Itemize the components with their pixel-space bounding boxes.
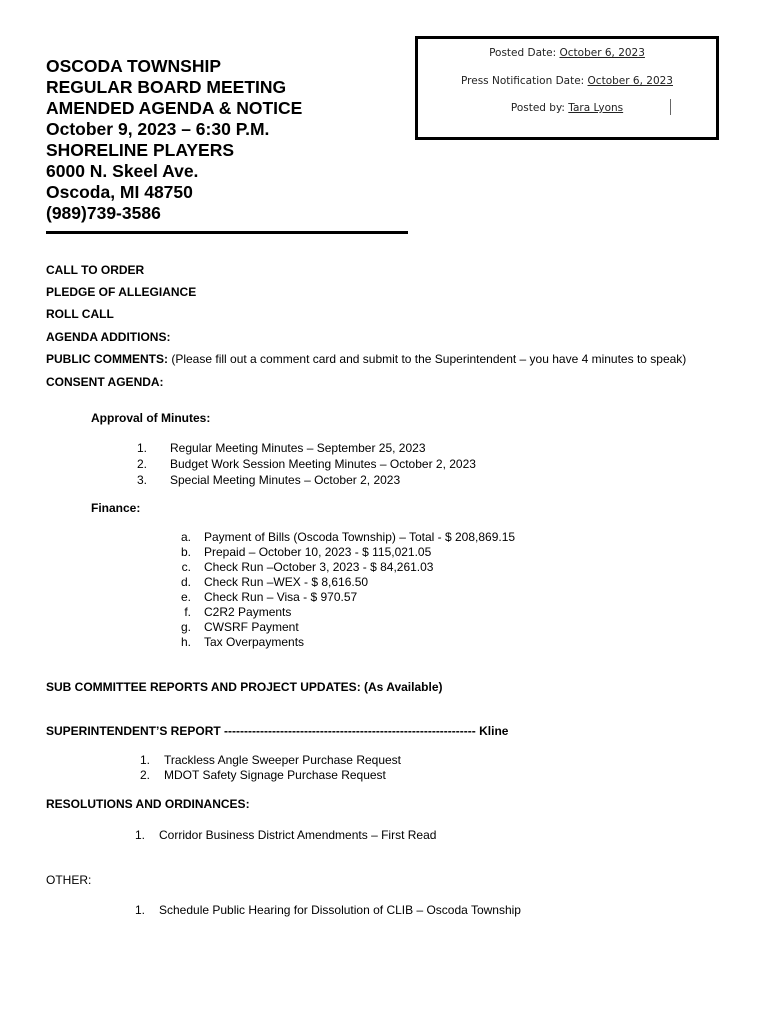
list-item xyxy=(176,575,368,589)
list-marker: 2. xyxy=(139,768,150,782)
list-item xyxy=(176,605,291,619)
meeting-header xyxy=(46,56,416,224)
list-item xyxy=(132,441,426,455)
list-item xyxy=(132,473,400,487)
public-comments-heading: PUBLIC COMMENTS: xyxy=(46,352,168,366)
venue-phone: (989)739-3586 xyxy=(46,203,161,223)
list-item-text: Corridor Business District Amendments – First Read xyxy=(159,828,437,842)
list-marker: 2. xyxy=(136,457,147,471)
list-item-text: Check Run – Visa - $ 970.57 xyxy=(204,590,358,604)
list-marker: c. xyxy=(181,560,191,574)
list-item xyxy=(130,903,521,917)
list-item xyxy=(176,560,433,574)
list-item xyxy=(135,753,401,767)
list-item xyxy=(132,457,476,471)
posted-date-label: Posted Date: xyxy=(489,47,560,59)
pledge-heading: PLEDGE OF ALLEGIANCE xyxy=(46,285,197,299)
list-marker: 1. xyxy=(134,828,145,842)
list-item xyxy=(135,768,386,782)
press-date-value: October 6, 2023 xyxy=(587,75,673,87)
press-date-label: Press Notification Date: xyxy=(461,75,588,87)
venue-name: SHORELINE PLAYERS xyxy=(46,140,235,160)
text-cursor xyxy=(670,99,671,115)
sub-committee-heading: SUB COMMITTEE REPORTS AND PROJECT UPDATES: (As Available) xyxy=(46,680,443,694)
township-name: OSCODA TOWNSHIP xyxy=(46,56,222,76)
consent-agenda-heading: CONSENT AGENDA: xyxy=(46,375,164,389)
list-item-text: Regular Meeting Minutes – September 25, 2023 xyxy=(170,441,426,455)
list-item-text: Special Meeting Minutes – October 2, 2023 xyxy=(170,473,401,487)
call-to-order-heading: CALL TO ORDER xyxy=(46,263,145,277)
list-marker: f. xyxy=(184,605,191,619)
document-title: AMENDED AGENDA & NOTICE xyxy=(46,98,303,118)
meeting-type: REGULAR BOARD MEETING xyxy=(46,77,287,97)
venue-city: Oscoda, MI 48750 xyxy=(46,182,193,202)
list-marker: g. xyxy=(180,620,191,634)
list-item xyxy=(176,635,304,649)
posted-by-value: Tara Lyons xyxy=(568,102,624,114)
list-item xyxy=(176,590,357,604)
header-divider xyxy=(46,231,408,234)
list-item-text: Tax Overpayments xyxy=(204,635,305,649)
list-item-text: Trackless Angle Sweeper Purchase Request xyxy=(164,753,402,767)
list-marker: a. xyxy=(180,530,191,544)
list-item-text: CWSRF Payment xyxy=(204,620,299,634)
posted-date-value: October 6, 2023 xyxy=(559,47,645,59)
list-marker: e. xyxy=(180,590,191,604)
list-item-text: Check Run –October 3, 2023 - $ 84,261.03 xyxy=(204,560,434,574)
public-comments-note: (Please fill out a comment card and submit to the Superintendent – you have 4 minutes to speak) xyxy=(171,352,687,366)
posted-by-row xyxy=(418,102,716,114)
list-marker: 1. xyxy=(139,753,150,767)
agenda-additions-heading: AGENDA ADDITIONS: xyxy=(46,330,171,344)
press-date-row xyxy=(418,75,716,87)
list-item xyxy=(176,620,299,634)
list-item-text: Budget Work Session Meeting Minutes – October 2, 2023 xyxy=(170,457,476,471)
list-marker: 3. xyxy=(136,473,147,487)
list-item-text: Payment of Bills (Oscoda Township) – Total - $ 208,869.15 xyxy=(204,530,516,544)
list-item-text: MDOT Safety Signage Purchase Request xyxy=(164,768,386,782)
list-item xyxy=(130,828,436,842)
approval-of-minutes-heading: Approval of Minutes: xyxy=(91,411,211,425)
list-item-text: Schedule Public Hearing for Dissolution of CLIB – Oscoda Township xyxy=(159,903,521,917)
posting-info-box xyxy=(415,36,719,140)
roll-call-heading: ROLL CALL xyxy=(46,307,114,321)
list-marker: 1. xyxy=(136,441,147,455)
meeting-datetime: October 9, 2023 – 6:30 P.M. xyxy=(46,119,270,139)
posted-by-label: Posted by: xyxy=(510,102,569,114)
finance-heading: Finance: xyxy=(91,501,141,515)
list-marker: 1. xyxy=(134,903,145,917)
venue-street: 6000 N. Skeel Ave. xyxy=(46,161,199,181)
list-item xyxy=(176,545,431,559)
public-comments-row xyxy=(46,352,686,366)
list-marker: d. xyxy=(180,575,191,589)
list-item-text: Prepaid – October 10, 2023 - $ 115,021.05 xyxy=(204,545,432,559)
superintendent-report-heading: SUPERINTENDENT’S REPORT --------------------------------------------------------------- Kline xyxy=(46,724,509,738)
posted-date-row xyxy=(418,47,716,59)
list-item-text: Check Run –WEX - $ 8,616.50 xyxy=(204,575,369,589)
other-heading: OTHER: xyxy=(46,873,92,887)
list-marker: b. xyxy=(180,545,191,559)
list-item xyxy=(176,530,515,544)
list-item-text: C2R2 Payments xyxy=(204,605,292,619)
list-marker: h. xyxy=(180,635,191,649)
resolutions-heading: RESOLUTIONS AND ORDINANCES: xyxy=(46,797,250,811)
